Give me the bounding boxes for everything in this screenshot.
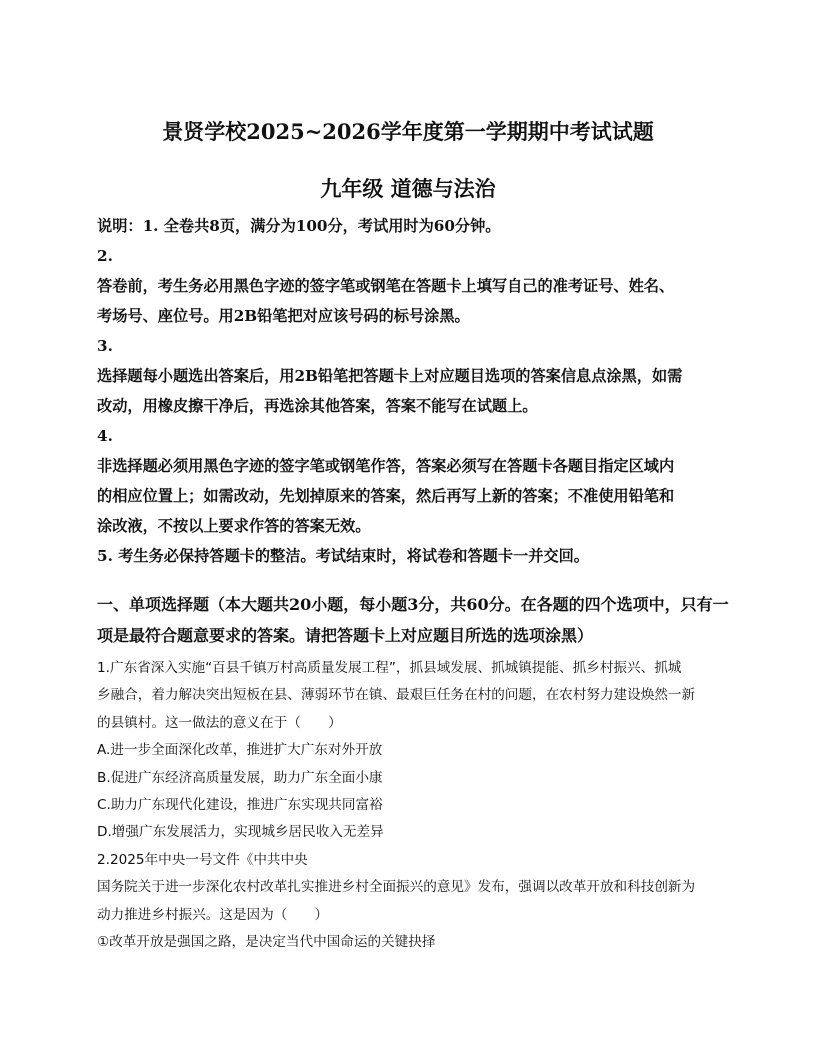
section-heading [97, 590, 729, 652]
section-line: 项是最符合题意要求的答案。请把答题卡上对应题目所选的选项涂黑） [97, 626, 594, 645]
option-c: C.助力广东现代化建设，推进广东实现共同富裕 [97, 796, 383, 813]
question-line: 1.广东省深入实施“百县千镇万村高质量发展工程”，抓县域发展、抓城镇提能、抓乡村振兴、抓城 [97, 660, 682, 676]
instruction-line: 3. [97, 337, 113, 355]
section-line: 一、单项选择题（本大题共20小题，每小题3分，共60分。在各题的四个选项中，只有一 [97, 595, 729, 614]
instruction-line: 涂改液，不按以上要求作答的答案无效。 [97, 517, 371, 535]
statement-1: ①改革开放是强国之路，是决定当代中国命运的关键抉择 [97, 933, 436, 950]
question-list [97, 655, 722, 956]
exam-title: 景贤学校2025~2026学年度第一学期期中考试试题 [162, 119, 654, 144]
instruction-line: 改动，用橡皮擦干净后，再选涂其他答案，答案不能写在试题上。 [97, 397, 538, 415]
instruction-line: 的相应位置上；如需改动，先划掉原来的答案，然后再写上新的答案；不准使用铅笔和 [97, 487, 675, 505]
instruction-line: 4. [97, 427, 113, 445]
exam-subtitle: 九年级 道德与法治 [320, 176, 496, 201]
instruction-line: 考场号、座位号。用2B铅笔把对应该号码的标号涂黑。 [97, 307, 470, 325]
question-line: 乡融合，着力解决突出短板在县、薄弱环节在镇、最艰巨任务在村的问题，在农村努力建设焕然一新 [97, 687, 696, 704]
instruction-line: 选择题每小题选出答案后，用2B铅笔把答题卡上对应题目选项的答案信息点涂黑，如需 [97, 367, 683, 385]
question-line: 动力推进乡村振兴。这是因为（ ） [97, 906, 329, 923]
instruction-line: 说明：1. 全卷共8页，满分为100分，考试用时为60分钟。 [97, 217, 501, 235]
option-b: B.促进广东经济高质量发展，助力广东全面小康 [97, 769, 383, 786]
instruction-line: 2. [97, 247, 113, 265]
option-d: D.增强广东发展活力，实现城乡居民收入无差异 [97, 824, 384, 841]
instruction-line: 非选择题必须用黑色字迹的签字笔或钢笔作答，答案必须写在答题卡各题目指定区域内 [97, 457, 675, 475]
instructions [97, 211, 722, 571]
question-line: 2.2025年中央一号文件《中共中央 [97, 851, 308, 868]
instruction-line: 5. 考生务必保持答题卡的整洁。考试结束时，将试卷和答题卡一并交回。 [97, 547, 589, 565]
question-line: 的县镇村。这一做法的意义在于（ ） [97, 714, 342, 731]
question-line: 国务院关于进一步深化农村改革扎实推进乡村全面振兴的意见》发布，强调以改革开放和科技创新为 [97, 879, 696, 896]
instruction-line: 答卷前，考生务必用黑色字迹的签字笔或钢笔在答题卡上填写自己的准考证号、姓名、 [97, 277, 675, 295]
option-a: A.进一步全面深化改革，推进扩大广东对外开放 [97, 742, 383, 759]
